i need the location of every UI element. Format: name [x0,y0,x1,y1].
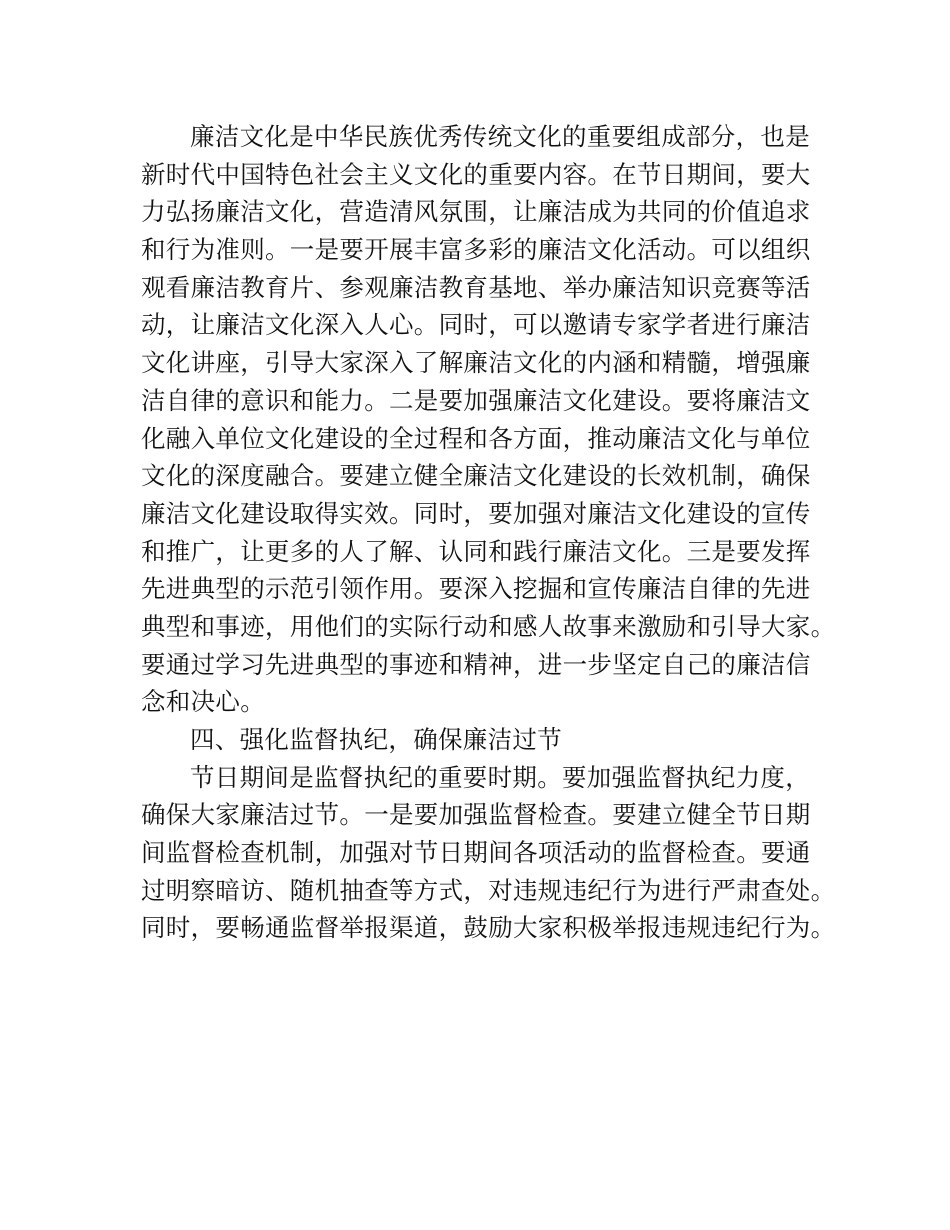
text-line: 和推广，让更多的人了解、认同和践行廉洁文化。三是要发挥 [141,536,811,566]
document-body [141,118,836,947]
text-line: 间监督检查机制，加强对节日期间各项活动的监督检查。要通 [141,838,811,868]
text-line: 文化讲座，引导大家深入了解廉洁文化的内涵和精髓，增强廉 [141,348,811,378]
text-line: 观看廉洁教育片、参观廉洁教育基地、举办廉洁知识竞赛等活 [141,272,811,302]
paragraph-supervision [141,759,836,947]
text-line: 廉洁文化建设取得实效。同时，要加强对廉洁文化建设的宣传 [141,498,811,528]
text-line: 先进典型的示范引领作用。要深入挖掘和宣传廉洁自律的先进 [141,574,811,604]
paragraph-integrity-culture [141,118,836,721]
text-line: 廉洁文化是中华民族优秀传统文化的重要组成部分，也是 [190,122,810,151]
text-line: 动，让廉洁文化深入人心。同时，可以邀请专家学者进行廉洁 [141,310,811,340]
text-line: 同时，要畅通监督举报渠道，鼓励大家积极举报违规违纪行为。 [141,913,836,943]
text-line: 新时代中国特色社会主义文化的重要内容。在节日期间，要大 [141,159,811,189]
text-line: 化融入单位文化建设的全过程和各方面，推动廉洁文化与单位 [141,423,811,453]
text-line: 洁自律的意识和能力。二是要加强廉洁文化建设。要将廉洁文 [141,385,811,415]
text-line: 确保大家廉洁过节。一是要加强监督检查。要建立健全节日期 [141,800,811,830]
text-line: 力弘扬廉洁文化，营造清风氛围，让廉洁成为共同的价值追求 [141,197,811,227]
section-heading [141,721,825,759]
text-line: 文化的深度融合。要建立健全廉洁文化建设的长效机制，确保 [141,461,811,491]
text-line: 典型和事迹，用他们的实际行动和感人故事来激励和引导大家。 [141,611,836,641]
heading-line: 四、强化监督执纪，确保廉洁过节 [190,725,562,754]
text-line: 和行为准则。一是要开展丰富多彩的廉洁文化活动。可以组织 [141,235,811,265]
text-line: 念和决心。 [141,687,265,717]
text-line: 节日期间是监督执纪的重要时期。要加强监督执纪力度， [190,762,810,792]
text-line: 过明察暗访、随机抽查等方式，对违规违纪行为进行严肃查处。 [141,875,836,905]
text-line: 要通过学习先进典型的事迹和精神，进一步坚定自己的廉洁信 [141,649,811,679]
